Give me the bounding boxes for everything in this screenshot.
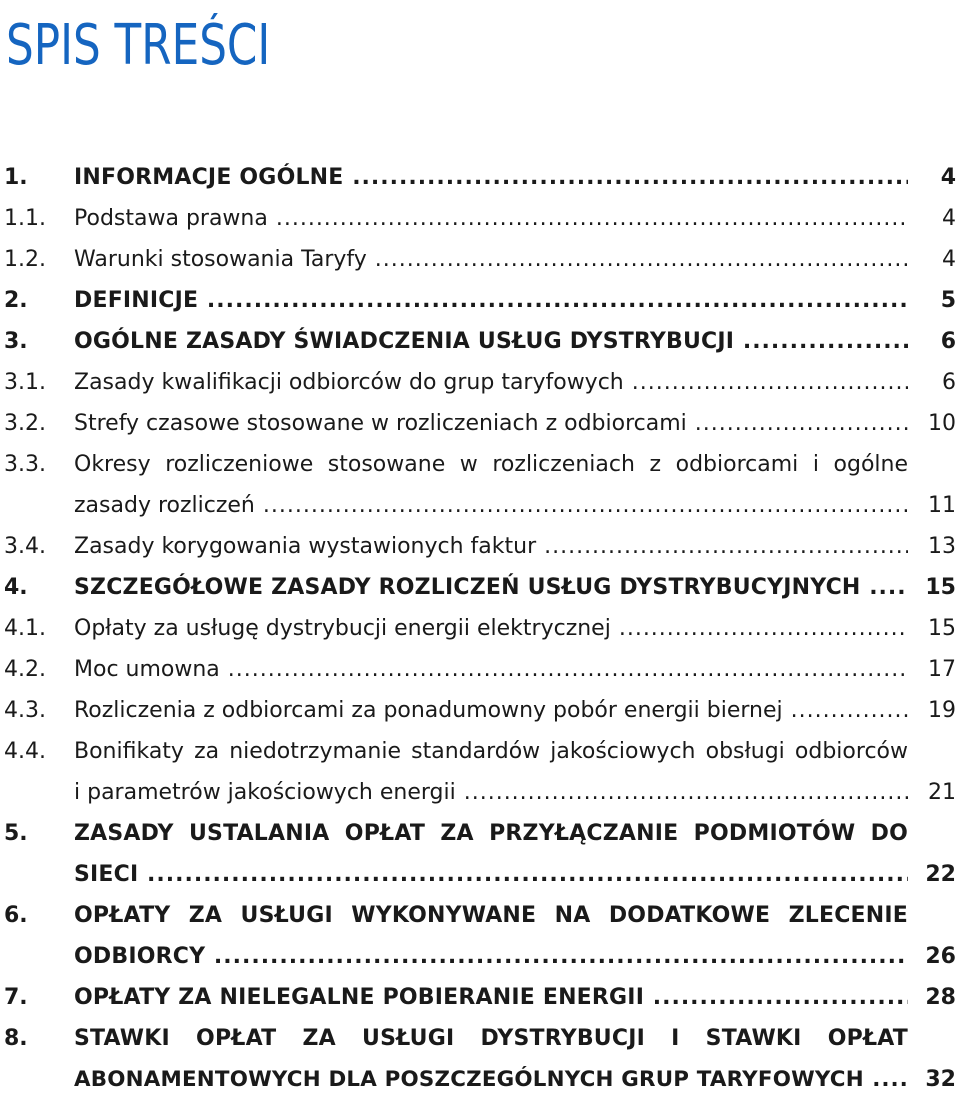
toc-entry-page-number: 13 (928, 534, 956, 559)
toc-entry-title-line (74, 485, 908, 526)
toc-entry-number: 1. (4, 165, 28, 190)
toc-entry-title: Zasady korygowania wystawionych faktur (74, 534, 537, 559)
toc-entry-number: 6. (4, 903, 28, 928)
toc-entry-title: OPŁATY ZA USŁUGI WYKONYWANE NA DODATKOWE ZLECENIE (74, 903, 908, 928)
toc-entry-title-line (74, 731, 908, 772)
toc-entry[interactable] (0, 608, 960, 649)
toc-entry-title: SZCZEGÓŁOWE ZASADY ROZLICZEŃ USŁUG DYSTRYBUCYJNYCH (74, 575, 861, 600)
toc-entry-number: 1.2. (4, 247, 46, 272)
toc-entry-page-number: 19 (928, 698, 956, 723)
toc-entry-number: 8. (4, 1026, 28, 1051)
toc-entry-page-number: 32 (925, 1067, 956, 1092)
toc-entry[interactable] (0, 977, 960, 1018)
toc-entry[interactable] (0, 567, 960, 608)
toc-entry[interactable] (0, 198, 960, 239)
toc-entry-title: STAWKI OPŁAT ZA USŁUGI DYSTRYBUCJI I STAWKI OPŁAT (74, 1026, 908, 1051)
toc-entry-number: 3.3. (4, 452, 46, 477)
toc-entry-title: Strefy czasowe stosowane w rozliczeniach z odbiorcami (74, 411, 687, 436)
toc-entry-title-line (74, 1018, 908, 1059)
toc-entry-page-number: 10 (928, 411, 956, 436)
toc-entry-title-line (74, 690, 908, 731)
toc-entry-title-line (74, 813, 908, 854)
toc-entry-title: ZASADY USTALANIA OPŁAT ZA PRZYŁĄCZANIE PODMIOTÓW DO (74, 821, 908, 846)
toc-entry-page-number: 21 (928, 780, 956, 805)
toc-entry-title-line (74, 198, 908, 239)
toc-entry-title: Moc umowna (74, 657, 220, 682)
toc-entry-page-number: 26 (925, 944, 956, 969)
toc-entry-page-number: 17 (928, 657, 956, 682)
toc-entry[interactable] (0, 526, 960, 567)
page-title: SPIS TREŚCI (6, 13, 271, 78)
toc-entry-title: ABONAMENTOWYCH DLA POSZCZEGÓLNYCH GRUP TARYFOWYCH (74, 1067, 864, 1092)
toc-entry-title: Bonifikaty za niedotrzymanie standardów jakościowych obsługi odbiorców (74, 739, 908, 764)
toc-entry-title: i parametrów jakościowych energii (74, 780, 456, 805)
toc-entry-title: DEFINICJE (74, 288, 199, 313)
toc-entry-page-number: 15 (925, 575, 956, 600)
toc-entry-number: 2. (4, 288, 28, 313)
toc-entry-title-line (74, 567, 908, 608)
toc-entry[interactable] (0, 444, 960, 526)
toc-entry-title: INFORMACJE OGÓLNE (74, 165, 344, 190)
toc-entry-page-number: 4 (942, 206, 956, 231)
table-of-contents (0, 157, 960, 1100)
toc-entry-number: 4. (4, 575, 28, 600)
toc-entry[interactable] (0, 239, 960, 280)
toc-entry[interactable] (0, 321, 960, 362)
toc-entry-number: 7. (4, 985, 28, 1010)
toc-entry-number: 3.2. (4, 411, 46, 436)
toc-entry-page-number: 4 (942, 247, 956, 272)
toc-entry-title-line (74, 239, 908, 280)
toc-entry[interactable] (0, 813, 960, 895)
toc-entry-title: Opłaty za usługę dystrybucji energii elektrycznej (74, 616, 611, 641)
toc-entry-page-number: 4 (940, 165, 956, 190)
toc-entry-title-line (74, 649, 908, 690)
toc-entry-title-line (74, 280, 908, 321)
toc-entry-title-line (74, 526, 908, 567)
toc-entry-number: 4.4. (4, 739, 46, 764)
toc-entry-page-number: 5 (940, 288, 956, 313)
toc-entry-page-number: 22 (925, 862, 956, 887)
toc-entry-title-line (74, 157, 908, 198)
toc-entry-title-line (74, 895, 908, 936)
toc-entry-number: 1.1. (4, 206, 46, 231)
toc-entry-title-line (74, 444, 908, 485)
toc-entry-title: Podstawa prawna (74, 206, 268, 231)
toc-entry-number: 5. (4, 821, 28, 846)
toc-entry-title: Rozliczenia z odbiorcami za ponadumowny pobór energii biernej (74, 698, 783, 723)
toc-entry-page-number: 6 (942, 370, 956, 395)
toc-entry-title-line (74, 854, 908, 895)
toc-entry-number: 3. (4, 329, 28, 354)
toc-entry-number: 4.1. (4, 616, 46, 641)
toc-entry-title: OPŁATY ZA NIELEGALNE POBIERANIE ENERGII (74, 985, 645, 1010)
toc-entry-title: Warunki stosowania Taryfy (74, 247, 367, 272)
toc-entry-page-number: 15 (928, 616, 956, 641)
toc-entry[interactable] (0, 649, 960, 690)
toc-entry-page-number: 11 (928, 493, 956, 518)
toc-entry[interactable] (0, 731, 960, 813)
toc-entry-number: 4.3. (4, 698, 46, 723)
toc-entry[interactable] (0, 157, 960, 198)
toc-entry[interactable] (0, 362, 960, 403)
toc-entry-title-line (74, 362, 908, 403)
toc-entry-number: 3.4. (4, 534, 46, 559)
toc-entry-title-line (74, 608, 908, 649)
toc-entry-title-line (74, 403, 908, 444)
toc-entry-title: SIECI (74, 862, 139, 887)
toc-entry-title: ODBIORCY (74, 944, 206, 969)
toc-entry-title: zasady rozliczeń (74, 493, 255, 518)
toc-entry-number: 3.1. (4, 370, 46, 395)
toc-entry[interactable] (0, 403, 960, 444)
toc-entry-title-line (74, 772, 908, 813)
toc-entry-number: 4.2. (4, 657, 46, 682)
toc-entry[interactable] (0, 1018, 960, 1100)
toc-entry-page-number: 28 (925, 985, 956, 1010)
toc-entry-title: Okresy rozliczeniowe stosowane w rozliczeniach z odbiorcami i ogólne (74, 452, 908, 477)
toc-entry[interactable] (0, 895, 960, 977)
toc-entry[interactable] (0, 690, 960, 731)
toc-entry-title-line (74, 936, 908, 977)
toc-entry-title-line (74, 321, 908, 362)
toc-entry-title: OGÓLNE ZASADY ŚWIADCZENIA USŁUG DYSTRYBUCJI (74, 329, 735, 354)
toc-entry-title-line (74, 977, 908, 1018)
toc-entry-title: Zasady kwalifikacji odbiorców do grup taryfowych (74, 370, 624, 395)
toc-entry[interactable] (0, 280, 960, 321)
toc-entry-page-number: 6 (940, 329, 956, 354)
